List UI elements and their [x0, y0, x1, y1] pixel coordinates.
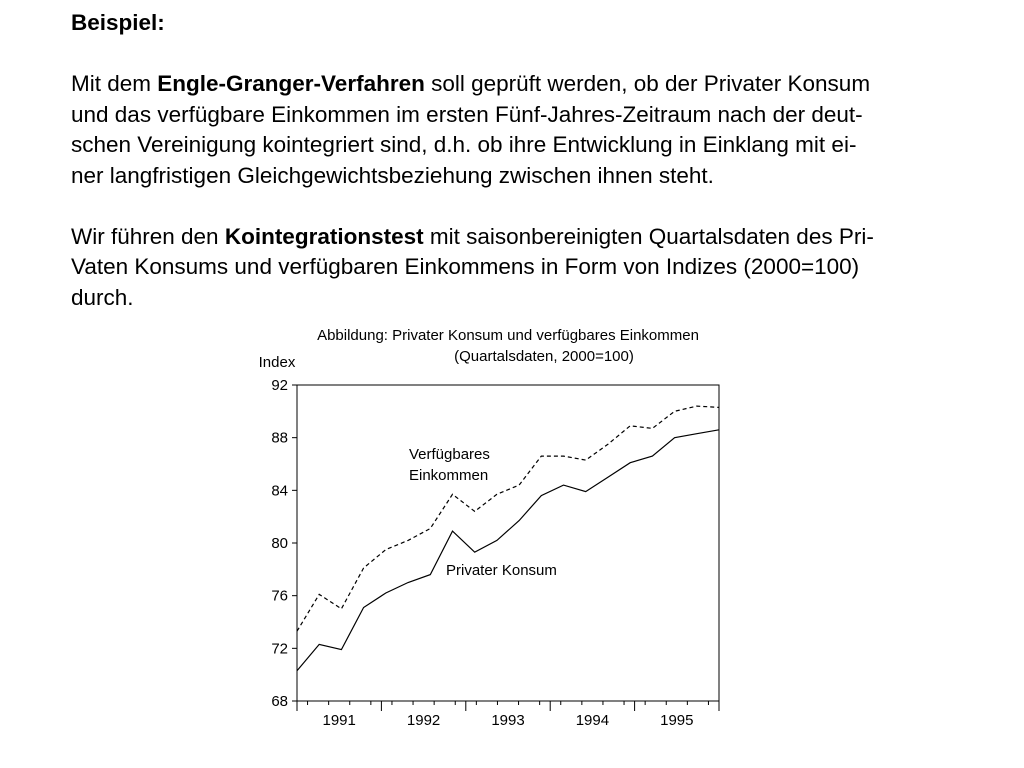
y-tick-label: 84 — [271, 482, 288, 500]
y-axis — [271, 377, 297, 710]
text-segment: und das verfügbare Einkommen im ersten Fünf-Jahres-Zeitraum nach der deut- — [71, 101, 863, 127]
text-segment: ner langfristigen Gleichgewichtsbeziehung zwischen ihnen steht. — [71, 162, 714, 188]
x-axis — [297, 701, 719, 729]
bold-term: Engle-Granger-Verfahren — [157, 71, 425, 96]
y-tick-label: 68 — [271, 693, 288, 710]
plot-frame — [297, 385, 719, 701]
series-line-konsum — [297, 430, 719, 671]
series-label: Einkommen — [409, 467, 489, 484]
series-label: Verfügbares — [409, 446, 490, 463]
text-segment: durch. — [71, 284, 134, 310]
text-segment: Vaten Konsums und verfügbaren Einkommens in Form von Indizes (2000=100) — [71, 254, 860, 279]
text-segment: schen Vereinigung kointegriert sind, d.h. ob ihre Entwicklung in Einklang mit ei- — [71, 132, 857, 157]
x-tick-label: 1992 — [406, 712, 441, 729]
y-tick-label: 92 — [271, 377, 288, 394]
y-tick-label: 72 — [271, 640, 288, 658]
text-segment: mit saisonbereinigten Quartalsdaten des Pri- — [423, 223, 874, 249]
text-segment: soll geprüft werden, ob der Privater Konsum — [424, 71, 871, 96]
x-tick-label: 1993 — [491, 712, 525, 729]
series-line-einkommen — [297, 406, 719, 631]
chart-subtitle: (Quartalsdaten, 2000=100) — [454, 348, 634, 365]
x-tick-label: 1991 — [322, 712, 356, 729]
y-tick-label: 76 — [271, 587, 288, 605]
bold-term: Kointegrationstest — [224, 223, 424, 249]
series-label: Privater Konsum — [446, 562, 557, 579]
x-tick-label: 1995 — [660, 712, 694, 729]
y-tick-label: 80 — [271, 535, 288, 552]
text-segment: Wir führen den — [71, 223, 225, 249]
text-segment: Mit dem — [71, 71, 158, 96]
y-axis-label: Index — [258, 354, 296, 371]
series-layer — [297, 406, 719, 671]
chart-title: Abbildung: Privater Konsum und verfügbares Einkommen — [317, 327, 699, 344]
heading: Beispiel: — [71, 10, 165, 35]
x-tick-label: 1994 — [575, 712, 610, 729]
y-tick-label: 88 — [271, 429, 288, 447]
